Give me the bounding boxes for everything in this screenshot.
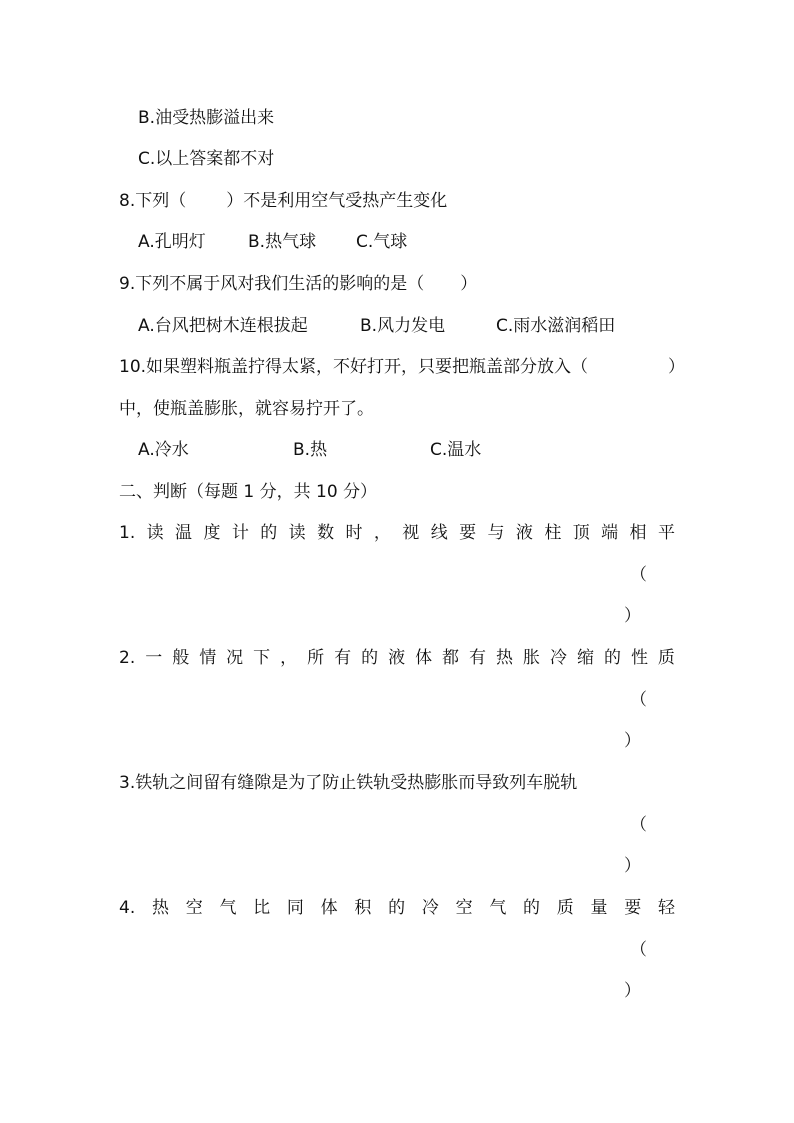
judgment-2-open-paren: （ (630, 690, 647, 710)
judgment-char: 的 (603, 648, 621, 668)
q8-option-a: A.孔明灯 (138, 232, 206, 252)
q10-stem-line1: 10.如果塑料瓶盖拧得太紧，不好打开，只要把瓶盖部分放入（ (119, 357, 589, 377)
judgment-char: 的 (523, 898, 541, 918)
judgment-char: 性 (630, 648, 648, 668)
judgment-char: 热 (496, 648, 514, 668)
q10-stem-close: ） (668, 357, 685, 377)
judgment-char: 所 (307, 648, 325, 668)
judgment-char: 质 (556, 898, 574, 918)
judgment-char: 下 (253, 648, 271, 668)
judgment-4-close-paren: ） (624, 981, 641, 1001)
judgment-char: 平 (657, 523, 675, 543)
judgment-char: 空 (185, 898, 203, 918)
judgment-char: 与 (487, 523, 505, 543)
q9-stem (119, 273, 477, 295)
judgment-char: 液 (388, 648, 406, 668)
judgment-char: 数 (317, 523, 335, 543)
q9-option-a: A.台风把树木连根拔起 (138, 316, 308, 336)
judgment-char: 柱 (544, 523, 562, 543)
judgment-char: 冷 (549, 648, 567, 668)
judgment-char: 胀 (523, 648, 540, 668)
judgment-4-number: 4. (119, 898, 136, 918)
q9-stem-close: ） (460, 274, 478, 294)
judgment-char: 气 (489, 898, 507, 918)
judgment-char: 要 (459, 523, 477, 543)
judgment-char: 热 (151, 898, 169, 918)
judgment-3-close-paren: ） (624, 856, 641, 876)
judgment-2-number: 2. (119, 648, 136, 668)
q8-stem-pre: 8.下列（ (119, 191, 187, 211)
judgment-char: 的 (361, 648, 379, 668)
q10-option-b: B.热 (293, 440, 328, 460)
judgment-1-open-paren: （ (630, 565, 647, 585)
q9-option-c: C.雨水滋润稻田 (496, 316, 616, 336)
q9-option-b: B.风力发电 (360, 316, 446, 336)
q10-option-c: C.温水 (430, 440, 482, 460)
judgment-4-text (119, 897, 675, 919)
judgment-1-close-paren: ） (624, 606, 641, 626)
judgment-char: 相 (629, 523, 647, 543)
judgment-char: 情 (199, 648, 217, 668)
judgment-char: 冷 (421, 898, 439, 918)
judgment-char: 比 (253, 898, 271, 918)
judgment-char: 空 (455, 898, 473, 918)
q7-option-b: B.油受热膨溢出来 (138, 108, 275, 128)
judgment-char: 缩 (576, 648, 594, 668)
q8-stem-post: ）不是利用空气受热产生变化 (226, 191, 448, 211)
judgment-char: 质 (657, 648, 675, 668)
judgment-char: 体 (415, 648, 433, 668)
judgment-char: 况 (226, 648, 244, 668)
judgment-char: 一 (145, 648, 163, 668)
judgment-char: 线 (430, 523, 448, 543)
judgment-char: 有 (469, 648, 487, 668)
judgment-char: 读 (146, 523, 164, 543)
judgment-char: 度 (203, 523, 221, 543)
judgment-char: 都 (442, 648, 460, 668)
q7-option-c: C.以上答案都不对 (138, 149, 275, 169)
q10-stem-line2: 中，使瓶盖膨胀，就容易拧开了。 (119, 399, 374, 419)
q8-option-b: B.热气球 (248, 232, 317, 252)
judgment-char: 读 (288, 523, 306, 543)
judgment-char: 要 (624, 898, 642, 918)
judgment-char: 同 (286, 898, 304, 918)
judgment-char: 顶 (572, 523, 590, 543)
judgment-char: 的 (388, 898, 406, 918)
judgment-char: ， (280, 648, 298, 668)
judgment-char: 时 (345, 523, 363, 543)
judgment-char: 积 (354, 898, 372, 918)
judgment-3-statement: 铁轨之间留有缝隙是为了防止铁轨受热膨胀而导致列车脱轨 (135, 773, 578, 793)
q10-option-a: A.冷水 (138, 440, 189, 460)
q8-stem (119, 190, 447, 212)
judgment-1-number: 1. (119, 523, 136, 543)
judgment-char: 计 (231, 523, 249, 543)
judgment-char: 轻 (657, 898, 675, 918)
judgment-3-open-paren: （ (630, 815, 647, 835)
judgment-3-text (119, 772, 577, 794)
judgment-char: 量 (590, 898, 608, 918)
judgment-char: 气 (219, 898, 237, 918)
judgment-4-open-paren: （ (630, 940, 647, 960)
judgment-1-text (119, 522, 675, 544)
judgment-char: 有 (334, 648, 352, 668)
judgment-char: 体 (320, 898, 338, 918)
judgment-char: ， (373, 523, 391, 543)
judgment-2-text (119, 647, 675, 669)
judgment-char: 液 (515, 523, 533, 543)
section2-heading: 二、判断（每题 1 分，共 10 分） (119, 482, 378, 502)
q9-stem-text: 9.下列不属于风对我们生活的影响的是（ (119, 274, 425, 294)
judgment-char: 视 (402, 523, 420, 543)
judgment-3-number: 3. (119, 773, 136, 793)
judgment-char: 般 (172, 648, 190, 668)
judgment-char: 温 (175, 523, 193, 543)
judgment-2-close-paren: ） (624, 731, 641, 751)
q8-option-c: C.气球 (356, 232, 408, 252)
judgment-char: 的 (260, 523, 278, 543)
judgment-char: 端 (601, 523, 619, 543)
